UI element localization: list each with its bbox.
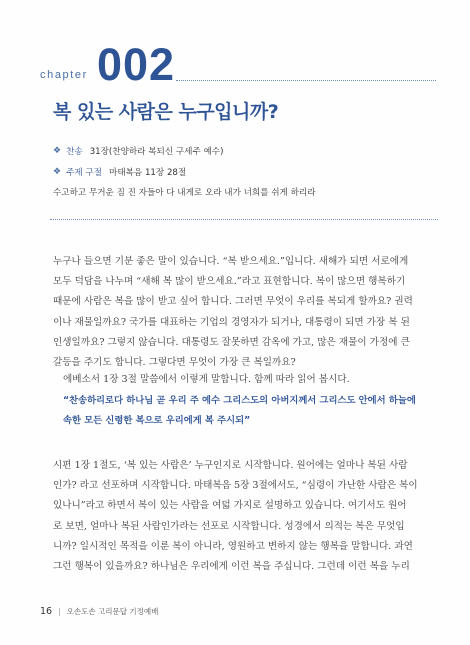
text-line: 모두 덕담을 나누며 “새해 복 많이 받으세요.”라고 표현합니다. 복이 많으면 행복하기: [53, 276, 406, 288]
hymn-value: 31장(찬양하라 복되신 구세주 예수): [89, 147, 224, 157]
text-line: 누구나 들으면 기분 좋은 말이 있습니다. “복 받으세요.”입니다. 새해가 되면 서로에게: [53, 256, 409, 267]
chapter-divider: [176, 80, 436, 81]
hymn-row: [53, 145, 223, 157]
section-divider: [50, 219, 438, 220]
scripture-quote: [63, 391, 443, 431]
hymn-label: 찬송: [66, 147, 83, 157]
key-verse-quote: 수고하고 무거운 짐 진 자들아 다 내게로 오라 내가 너희를 쉬게 하리라: [53, 188, 316, 198]
text-line: 인가? 라고 선포하며 시작합니다. 마태복음 5장 3절에서도, “심령이 가난한 사람은 복이: [53, 480, 418, 492]
key-verse-value: 마태복음 11장 28절: [109, 168, 187, 178]
text-line: 갈등을 주기도 합니다. 그렇다면 무엇이 가장 큰 복일까요?: [53, 357, 296, 369]
key-verse-row: [53, 166, 186, 178]
verse-line: 속한 모든 신령한 복으로 우리에게 복 주시되”: [63, 415, 251, 426]
text-line: 이나 재물일까요? 국가를 대표하는 기업의 경영자가 되거나, 대통령이 되면 가장 복 된: [53, 316, 410, 328]
body-paragraph-1: [53, 252, 437, 373]
diamond-bullet-icon: ❖: [53, 146, 62, 156]
verse-intro: 에베소서 1장 3절 말씀에서 이렇게 말합니다. 함께 따라 읽어 봅시다.: [63, 374, 350, 385]
text-line: 그런 행복이 있을까요? 하나님은 우리에게 이런 복을 주십니다. 그런데 이런 복을 누리: [53, 561, 410, 573]
page-title: 복 있는 사람은 누구입니까?: [53, 101, 279, 123]
verse-line: “찬송하리로다 하나님 곧 우리 주 예수 그리스도의 아버지께서 그리스도 안에서 하늘에: [63, 395, 416, 406]
page-footer: [40, 606, 158, 617]
key-verse-label: 주제 구절: [66, 168, 103, 178]
text-line: 니까? 일시적인 목적을 이룬 복이 아니라, 영원하고 변하지 않는 행복을 말합니다. 과연: [53, 540, 413, 552]
chapter-number: 002: [97, 39, 176, 90]
text-line: 로 보면, 얼마나 복된 사람인가라는 선포로 시작합니다. 성경에서 의적는 복은 무엇입: [53, 520, 405, 532]
chapter-label: chapter: [40, 69, 88, 81]
text-line: 시편 1장 1절도, ‘복 있는 사람은’ 누구인지로 시작합니다. 원어에는 얼마나 복된 사람: [53, 460, 408, 471]
text-line: 있나니”라고 하면서 복이 있는 사람을 여덟 가지로 설명하고 있습니다. 여기서도 원어: [53, 500, 407, 512]
diamond-bullet-icon: ❖: [53, 167, 62, 177]
footer-separator: |: [58, 607, 61, 616]
body-paragraph-2: [53, 456, 437, 577]
page-number: 16: [40, 606, 53, 617]
book-title: 오손도손 고리문답 기정예배: [66, 607, 159, 616]
text-line: 때문에 사람은 복을 많이 받고 싶어 합니다. 그러면 무엇이 우리를 복되게 할까요? 권력: [53, 296, 413, 308]
text-line: 인생일까요? 그렇지 않습니다. 대통령도 잘못하면 감옥에 가고, 많은 재물이 가정에 큰: [53, 336, 410, 348]
